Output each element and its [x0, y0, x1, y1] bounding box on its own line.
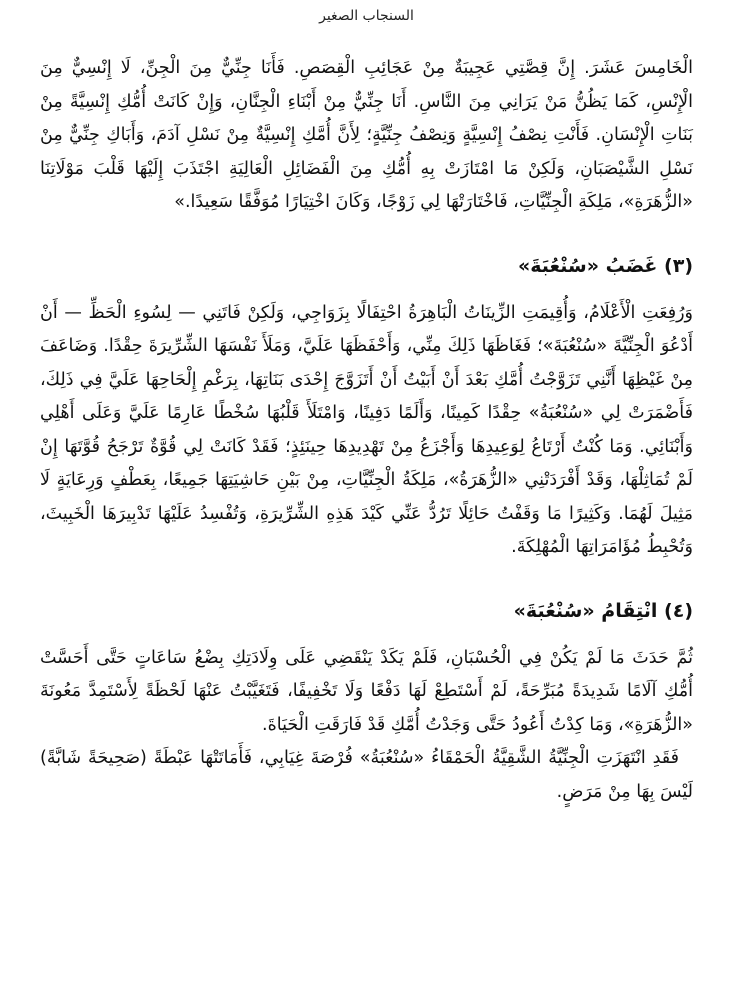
paragraph: فَقَدِ انْتَهَزَتِ الْجِنِّيَّةُ الشَّقِيَّةُ الْحَمْقَاءُ «سُنْعُبَةُ» فُرْصَةَ غِيَابِي، فَأَمَاتَتْهَا عَبْطَةً (صَحِيحَةً شَابَّةً) لَيْسَ بِهَا مِنْ مَرَضٍ.	[40, 748, 693, 802]
section-heading: (٣) غَضَبُ «سُنْعُبَةَ»	[517, 254, 693, 277]
paragraph: وَرُفِعَتِ الْأَعْلَامُ، وَأُقِيمَتِ الزِّينَاتُ الْبَاهِرَةُ احْتِفَالًا بِزَوَاجِي، وَلَكِنْ فَاتَنِي — لِسُوءِ الْحَظِّ — أَنْ أَدْعُوَ الْجِنِّيَّةَ «سُنْعُبَةَ»؛ فَغَاظَهَا ذَلِكَ مِنِّي، وَأَحْفَظَهَا عَلَيَّ، وَمَلَأَ نَفْسَهَا الشِّرِّيرَةَ حِقْدًا. وَضَاعَفَ مِنْ غَيْظِهَا أَنَّنِي تَزَوَّجْتُ أُمَّكِ بَعْدَ أَنْ أَبَيْتُ أَنْ أَتَزَوَّجَ إِحْدَى بَنَاتِهَا، بِرَغْمِ إِلْحَاحِهَا عَلَيَّ فِي ذَلِكَ، فَأَضْمَرَتْ لِي «سُنْعُبَةُ» حِقْدًا كَمِينًا، وَأَلَمًا دَفِينًا، وَامْتَلَأَ قَلْبُهَا سُخْطًا عَارِمًا عَلَيَّ وَعَلَى أَهْلِي وَأَبْنَائِي. وَمَا كُنْتُ أَرْتَاعُ لِوَعِيدِهَا وَأَجْزَعُ مِنْ تَهْدِيدِهَا حِينَئِذٍ؛ فَقَدْ كَانَتْ لِي قُوَّةٌ تَرْجَحُ قُوَّتَهَا إِنْ لَمْ تُمَاثِلْهَا، وَقَدْ أَفْرَدَتْنِي «الزُّهَرَةُ»، مَلِكَةُ الْجِنِّيَّاتِ، مِنْ بَيْنِ حَاشِيَتِهَا جَمِيعًا، بِعَطْفٍ وَرِعَايَةٍ لَا مَثِيلَ لَهُمَا. وَكَثِيرًا مَا وَقَفْتُ حَائِلًا تَرُدُّ عَنِّي كَيْدَ هَذِهِ الشِّرِّيرَةِ، وَتُفْسِدُ عَلَيْهَا تَدْبِيرَهَا الْخَبِيثَ، وَتُحْبِطُ مُؤَامَرَاتِهَا الْمُهْلِكَةَ.	[40, 302, 693, 557]
paragraph: ثُمَّ حَدَثَ مَا لَمْ يَكُنْ فِي الْحُسْبَانِ، فَلَمْ يَكَدْ يَنْقَضِي عَلَى وِلَادَتِكِ بِضْعُ سَاعَاتٍ حَتَّى أَحَسَّتْ أُمُّكِ آلَامًا شَدِيدَةً مُبَرِّحَةً، لَمْ أَسْتَطِعْ لَهَا دَفْعًا وَلَا تَخْفِيفًا، فَتَغَيَّبْتُ عَنْهَا لَحْظَةً لِأَسْتَمِدَّ مَعُونَةَ «الزُّهَرَةِ»، وَمَا كِدْتُ أَعُودُ حَتَّى وَجَدْتُ أُمَّكِ قَدْ فَارَقَتِ الْحَيَاةَ.	[40, 647, 693, 735]
section-heading: (٤) انْتِقَامُ «سُنْعُبَةَ»	[513, 599, 693, 622]
page-body	[40, 52, 693, 809]
running-header: السنجاب الصغير	[319, 8, 414, 24]
paragraph: الْخَامِسَ عَشَرَ. إِنَّ قِصَّتِي عَجِيبَةٌ مِنْ عَجَائِبِ الْقِصَصِ. فَأَنَا جِنِّيٌّ مِنَ الْجِنِّ، لَا إِنْسِيٌّ مِنَ الْإِنْسِ، كَمَا يَظُنُّ مَنْ يَرَانِي مِنَ النَّاسِ. أَنَا جِنِّيٌّ مِنْ أَبْنَاءِ الْجِنَّانِ، وَإِنْ كَانَتْ أُمُّكِ إِنْسِيَّةً مِنْ بَنَاتِ الْإِنْسَانِ. فَأَنْتِ نِصْفُ إِنْسِيَّةٍ وَنِصْفُ جِنِّيَّةٍ؛ لِأَنَّ أُمَّكِ إِنْسِيَّةٌ مِنْ نَسْلِ آدَمَ، وَأَبَاكِ جِنِّيٌّ مِنْ نَسْلِ الشَّيْصَبَانِ، وَلَكِنْ مَا امْتَازَتْ بِهِ أُمُّكِ مِنَ الْفَضَائِلِ الْعَالِيَةِ اجْتَذَبَ إِلَيْهَا قَلْبَ مَوْلَاتِنَا «الزُّهَرَةِ»، مَلِكَةِ الْجِنِّيَّاتِ، فَاخْتَارَتْهَا لِي زَوْجًا، وَكَانَ اخْتِيَارًا مُوَفَّقًا سَعِيدًا.»	[40, 58, 693, 212]
